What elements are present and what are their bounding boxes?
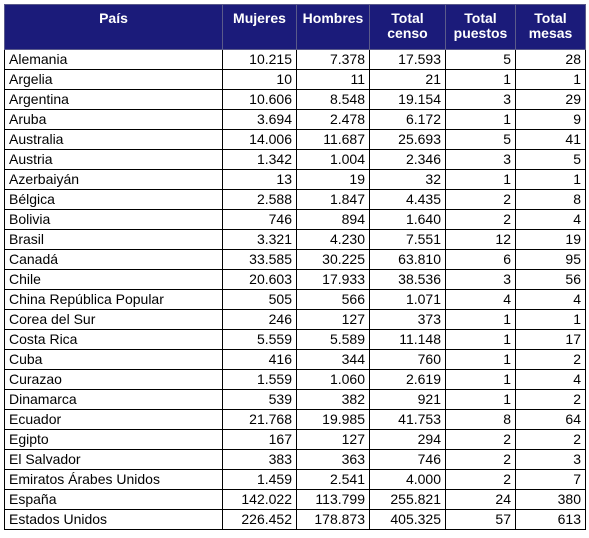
cell-total-mesas: 4 bbox=[516, 290, 586, 310]
cell-pais: Estados Unidos bbox=[5, 510, 223, 530]
table-row bbox=[5, 390, 586, 410]
cell-mujeres: 539 bbox=[223, 390, 297, 410]
header-total-censo: Total censo bbox=[370, 5, 446, 50]
cell-mujeres: 5.559 bbox=[223, 330, 297, 350]
cell-mujeres: 3.694 bbox=[223, 110, 297, 130]
cell-pais: Argentina bbox=[5, 90, 223, 110]
cell-mujeres: 142.022 bbox=[223, 490, 297, 510]
cell-pais: Ecuador bbox=[5, 410, 223, 430]
table-row bbox=[5, 470, 586, 490]
cell-mujeres: 10.606 bbox=[223, 90, 297, 110]
cell-total-mesas: 17 bbox=[516, 330, 586, 350]
cell-total-mesas: 2 bbox=[516, 350, 586, 370]
cell-total-puestos: 1 bbox=[446, 350, 516, 370]
header-total-mesas: Total mesas bbox=[516, 5, 586, 50]
cell-total-censo: 25.693 bbox=[370, 130, 446, 150]
cell-mujeres: 21.768 bbox=[223, 410, 297, 430]
cell-pais: Egipto bbox=[5, 430, 223, 450]
cell-mujeres: 20.603 bbox=[223, 270, 297, 290]
cell-mujeres: 33.585 bbox=[223, 250, 297, 270]
cell-hombres: 19.985 bbox=[297, 410, 370, 430]
cell-pais: China República Popular bbox=[5, 290, 223, 310]
cell-mujeres: 1.459 bbox=[223, 470, 297, 490]
cell-mujeres: 10.215 bbox=[223, 50, 297, 70]
cell-mujeres: 383 bbox=[223, 450, 297, 470]
cell-hombres: 127 bbox=[297, 310, 370, 330]
cell-total-mesas: 1 bbox=[516, 70, 586, 90]
cell-total-puestos: 1 bbox=[446, 70, 516, 90]
cell-hombres: 30.225 bbox=[297, 250, 370, 270]
cell-total-censo: 373 bbox=[370, 310, 446, 330]
cell-total-puestos: 5 bbox=[446, 50, 516, 70]
header-row bbox=[5, 5, 586, 50]
cell-mujeres: 2.588 bbox=[223, 190, 297, 210]
cell-total-puestos: 8 bbox=[446, 410, 516, 430]
cell-total-mesas: 8 bbox=[516, 190, 586, 210]
cell-pais: Bolivia bbox=[5, 210, 223, 230]
cell-total-puestos: 24 bbox=[446, 490, 516, 510]
cell-mujeres: 3.321 bbox=[223, 230, 297, 250]
cell-pais: Costa Rica bbox=[5, 330, 223, 350]
cell-total-censo: 746 bbox=[370, 450, 446, 470]
cell-total-mesas: 19 bbox=[516, 230, 586, 250]
cell-hombres: 17.933 bbox=[297, 270, 370, 290]
table-row bbox=[5, 410, 586, 430]
cell-hombres: 1.060 bbox=[297, 370, 370, 390]
cell-total-puestos: 1 bbox=[446, 370, 516, 390]
cell-pais: El Salvador bbox=[5, 450, 223, 470]
cell-total-puestos: 57 bbox=[446, 510, 516, 530]
table-row bbox=[5, 70, 586, 90]
cell-total-mesas: 64 bbox=[516, 410, 586, 430]
cell-total-censo: 38.536 bbox=[370, 270, 446, 290]
table-row bbox=[5, 230, 586, 250]
table-row bbox=[5, 330, 586, 350]
cell-total-puestos: 2 bbox=[446, 210, 516, 230]
cell-hombres: 11.687 bbox=[297, 130, 370, 150]
cell-hombres: 894 bbox=[297, 210, 370, 230]
cell-total-mesas: 5 bbox=[516, 150, 586, 170]
cell-hombres: 2.478 bbox=[297, 110, 370, 130]
cell-total-censo: 19.154 bbox=[370, 90, 446, 110]
cell-total-mesas: 29 bbox=[516, 90, 586, 110]
cell-total-censo: 760 bbox=[370, 350, 446, 370]
cell-hombres: 1.004 bbox=[297, 150, 370, 170]
cell-hombres: 1.847 bbox=[297, 190, 370, 210]
cell-total-mesas: 4 bbox=[516, 370, 586, 390]
cell-mujeres: 1.342 bbox=[223, 150, 297, 170]
cell-mujeres: 416 bbox=[223, 350, 297, 370]
header-pais: País bbox=[5, 5, 223, 50]
cell-hombres: 344 bbox=[297, 350, 370, 370]
cell-total-puestos: 1 bbox=[446, 310, 516, 330]
cell-total-censo: 4.435 bbox=[370, 190, 446, 210]
cell-hombres: 11 bbox=[297, 70, 370, 90]
cell-total-censo: 294 bbox=[370, 430, 446, 450]
cell-total-mesas: 1 bbox=[516, 170, 586, 190]
cell-pais: Chile bbox=[5, 270, 223, 290]
cell-total-censo: 1.640 bbox=[370, 210, 446, 230]
table-row bbox=[5, 170, 586, 190]
table-row bbox=[5, 310, 586, 330]
table-row bbox=[5, 430, 586, 450]
table-row bbox=[5, 250, 586, 270]
cell-pais: España bbox=[5, 490, 223, 510]
cell-total-censo: 921 bbox=[370, 390, 446, 410]
cell-pais: Cuba bbox=[5, 350, 223, 370]
cell-pais: Brasil bbox=[5, 230, 223, 250]
cell-hombres: 363 bbox=[297, 450, 370, 470]
cell-total-mesas: 28 bbox=[516, 50, 586, 70]
cell-hombres: 113.799 bbox=[297, 490, 370, 510]
cell-pais: Alemania bbox=[5, 50, 223, 70]
cell-hombres: 178.873 bbox=[297, 510, 370, 530]
cell-total-censo: 2.346 bbox=[370, 150, 446, 170]
cell-total-censo: 405.325 bbox=[370, 510, 446, 530]
table-row bbox=[5, 110, 586, 130]
cell-pais: Argelia bbox=[5, 70, 223, 90]
table-row bbox=[5, 510, 586, 530]
cell-pais: Emiratos Árabes Unidos bbox=[5, 470, 223, 490]
cell-hombres: 5.589 bbox=[297, 330, 370, 350]
cell-pais: Bélgica bbox=[5, 190, 223, 210]
table-row bbox=[5, 270, 586, 290]
table-row bbox=[5, 490, 586, 510]
cell-total-puestos: 4 bbox=[446, 290, 516, 310]
header-hombres: Hombres bbox=[297, 5, 370, 50]
cell-hombres: 8.548 bbox=[297, 90, 370, 110]
census-table-container bbox=[4, 4, 585, 530]
table-row bbox=[5, 290, 586, 310]
cell-total-puestos: 1 bbox=[446, 390, 516, 410]
census-table bbox=[4, 4, 586, 530]
cell-mujeres: 505 bbox=[223, 290, 297, 310]
cell-hombres: 566 bbox=[297, 290, 370, 310]
cell-hombres: 2.541 bbox=[297, 470, 370, 490]
cell-total-censo: 7.551 bbox=[370, 230, 446, 250]
cell-hombres: 4.230 bbox=[297, 230, 370, 250]
table-row bbox=[5, 190, 586, 210]
cell-pais: Dinamarca bbox=[5, 390, 223, 410]
cell-pais: Australia bbox=[5, 130, 223, 150]
cell-pais: Austria bbox=[5, 150, 223, 170]
cell-total-puestos: 5 bbox=[446, 130, 516, 150]
cell-total-mesas: 613 bbox=[516, 510, 586, 530]
cell-total-mesas: 4 bbox=[516, 210, 586, 230]
header-total-puestos: Total puestos bbox=[446, 5, 516, 50]
cell-total-censo: 11.148 bbox=[370, 330, 446, 350]
cell-pais: Curazao bbox=[5, 370, 223, 390]
cell-total-censo: 255.821 bbox=[370, 490, 446, 510]
cell-total-censo: 1.071 bbox=[370, 290, 446, 310]
cell-total-mesas: 2 bbox=[516, 390, 586, 410]
table-row bbox=[5, 210, 586, 230]
cell-pais: Aruba bbox=[5, 110, 223, 130]
cell-total-mesas: 3 bbox=[516, 450, 586, 470]
cell-total-mesas: 7 bbox=[516, 470, 586, 490]
cell-total-mesas: 1 bbox=[516, 310, 586, 330]
cell-mujeres: 246 bbox=[223, 310, 297, 330]
header-mujeres: Mujeres bbox=[223, 5, 297, 50]
cell-hombres: 7.378 bbox=[297, 50, 370, 70]
cell-total-mesas: 2 bbox=[516, 430, 586, 450]
table-row bbox=[5, 450, 586, 470]
table-body bbox=[5, 50, 586, 530]
cell-total-puestos: 2 bbox=[446, 190, 516, 210]
table-row bbox=[5, 50, 586, 70]
cell-total-censo: 32 bbox=[370, 170, 446, 190]
cell-mujeres: 13 bbox=[223, 170, 297, 190]
cell-hombres: 127 bbox=[297, 430, 370, 450]
cell-mujeres: 14.006 bbox=[223, 130, 297, 150]
cell-total-puestos: 1 bbox=[446, 170, 516, 190]
cell-total-censo: 63.810 bbox=[370, 250, 446, 270]
cell-total-censo: 41.753 bbox=[370, 410, 446, 430]
cell-total-censo: 6.172 bbox=[370, 110, 446, 130]
cell-total-puestos: 1 bbox=[446, 330, 516, 350]
table-row bbox=[5, 370, 586, 390]
cell-total-puestos: 2 bbox=[446, 430, 516, 450]
cell-total-puestos: 3 bbox=[446, 150, 516, 170]
cell-mujeres: 746 bbox=[223, 210, 297, 230]
cell-total-puestos: 6 bbox=[446, 250, 516, 270]
table-row bbox=[5, 350, 586, 370]
cell-total-puestos: 3 bbox=[446, 90, 516, 110]
cell-pais: Canadá bbox=[5, 250, 223, 270]
cell-total-censo: 2.619 bbox=[370, 370, 446, 390]
cell-hombres: 19 bbox=[297, 170, 370, 190]
table-row bbox=[5, 150, 586, 170]
cell-mujeres: 226.452 bbox=[223, 510, 297, 530]
cell-total-puestos: 2 bbox=[446, 470, 516, 490]
table-row bbox=[5, 130, 586, 150]
cell-total-mesas: 56 bbox=[516, 270, 586, 290]
cell-total-puestos: 12 bbox=[446, 230, 516, 250]
cell-mujeres: 167 bbox=[223, 430, 297, 450]
cell-total-puestos: 3 bbox=[446, 270, 516, 290]
cell-pais: Azerbaiyán bbox=[5, 170, 223, 190]
cell-total-mesas: 9 bbox=[516, 110, 586, 130]
cell-total-puestos: 2 bbox=[446, 450, 516, 470]
table-header bbox=[5, 5, 586, 50]
cell-total-mesas: 41 bbox=[516, 130, 586, 150]
cell-total-puestos: 1 bbox=[446, 110, 516, 130]
cell-total-censo: 4.000 bbox=[370, 470, 446, 490]
cell-mujeres: 10 bbox=[223, 70, 297, 90]
cell-total-mesas: 380 bbox=[516, 490, 586, 510]
table-row bbox=[5, 90, 586, 110]
cell-hombres: 382 bbox=[297, 390, 370, 410]
cell-total-censo: 21 bbox=[370, 70, 446, 90]
cell-total-censo: 17.593 bbox=[370, 50, 446, 70]
cell-mujeres: 1.559 bbox=[223, 370, 297, 390]
cell-total-mesas: 95 bbox=[516, 250, 586, 270]
cell-pais: Corea del Sur bbox=[5, 310, 223, 330]
